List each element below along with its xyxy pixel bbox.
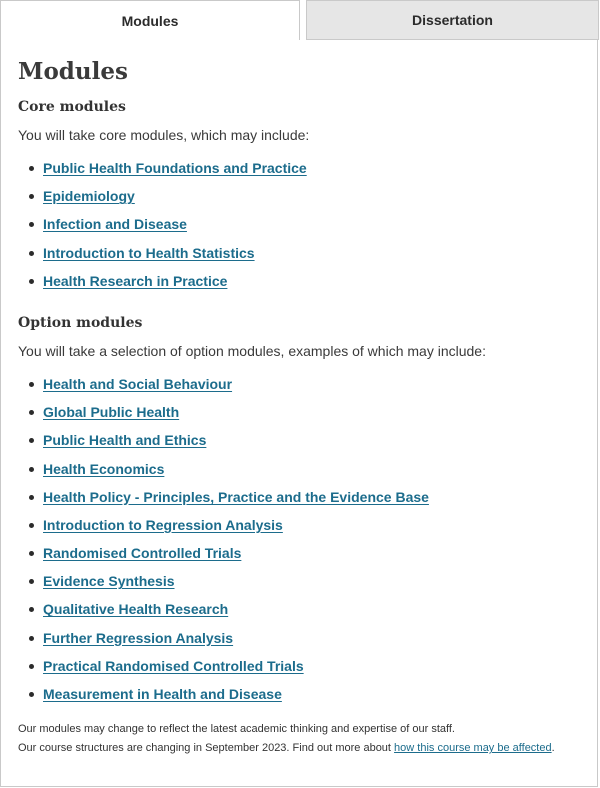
bullet-icon (29, 410, 34, 415)
footer-line-2-text: Our course structures are changing in September 2023. Find out more about (18, 742, 395, 755)
module-list-item (18, 599, 588, 627)
option-modules-intro: You will take a selection of option modules, examples of which may include: (18, 342, 486, 359)
footer-line-2 (18, 739, 588, 758)
module-link[interactable]: Introduction to Regression Analysis (43, 516, 283, 533)
module-link[interactable]: Practical Randomised Controlled Trials (43, 657, 304, 674)
module-link[interactable]: Further Regression Analysis (43, 629, 234, 646)
module-list-item (18, 271, 588, 299)
footer-line-2-suffix: . (551, 742, 555, 755)
option-modules-heading: Option modules (18, 314, 143, 331)
module-list-item (18, 459, 588, 487)
tab-modules[interactable] (0, 0, 300, 40)
core-modules-intro: You will take core modules, which may include: (18, 127, 310, 143)
tab-bar (0, 0, 600, 40)
bullet-icon (29, 579, 34, 584)
tab-dissertation-label: Dissertation (412, 12, 493, 28)
bullet-icon (29, 251, 34, 256)
module-link[interactable]: Infection and Disease (43, 216, 187, 233)
bullet-icon (29, 551, 34, 556)
module-list-item (18, 374, 588, 402)
bullet-icon (29, 382, 34, 387)
bullet-icon (29, 194, 34, 199)
module-list-item (18, 214, 588, 242)
module-list-item (18, 628, 588, 656)
module-link[interactable]: Randomised Controlled Trials (43, 545, 242, 562)
module-list-item (18, 158, 588, 186)
tab-dissertation[interactable] (306, 0, 599, 40)
bullet-icon (29, 467, 34, 472)
bullet-icon (29, 279, 34, 284)
bullet-icon (29, 607, 34, 612)
module-list-item (18, 571, 588, 599)
module-link[interactable]: Measurement in Health and Disease (43, 686, 282, 702)
bullet-icon (29, 222, 34, 227)
core-modules-heading: Core modules (18, 99, 126, 115)
bullet-icon (29, 636, 34, 641)
bullet-icon (29, 523, 34, 528)
module-link[interactable]: Qualitative Health Research (43, 601, 229, 618)
module-link[interactable]: Public Health Foundations and Practice (43, 160, 307, 176)
module-link[interactable]: Public Health and Ethics (43, 432, 207, 449)
course-changes-link[interactable]: how this course may be affected (394, 742, 552, 755)
module-link[interactable]: Introduction to Health Statistics (43, 244, 255, 261)
module-link[interactable]: Health Economics (43, 460, 165, 477)
tab-modules-label: Modules (121, 12, 179, 29)
module-list-item (18, 684, 588, 712)
bullet-icon (29, 692, 34, 697)
module-list-item (18, 243, 588, 271)
footer-line-1: Our modules may change to reflect the latest academic thinking and expertise of our staff. (18, 723, 455, 736)
module-list-item (18, 543, 588, 571)
bullet-icon (29, 664, 34, 669)
page-title: Modules (18, 58, 128, 85)
module-link[interactable]: Epidemiology (43, 188, 135, 205)
module-link[interactable]: Health Research in Practice (43, 272, 228, 289)
bullet-icon (29, 166, 34, 171)
module-list-item (18, 487, 588, 515)
bullet-icon (29, 438, 34, 443)
option-modules-list (18, 374, 588, 712)
module-list-item (18, 515, 588, 543)
module-link[interactable]: Evidence Synthesis (43, 573, 175, 590)
module-link[interactable]: Health Policy - Principles, Practice and the Evidence Base (43, 488, 429, 505)
module-list-item (18, 186, 588, 214)
footer-note (18, 720, 588, 758)
module-link[interactable]: Global Public Health (43, 404, 180, 421)
core-modules-list (18, 158, 588, 299)
module-list-item (18, 656, 588, 684)
tab-content (18, 40, 588, 758)
module-link[interactable]: Health and Social Behaviour (43, 375, 233, 392)
module-list-item (18, 402, 588, 430)
module-list-item (18, 430, 588, 458)
bullet-icon (29, 495, 34, 500)
